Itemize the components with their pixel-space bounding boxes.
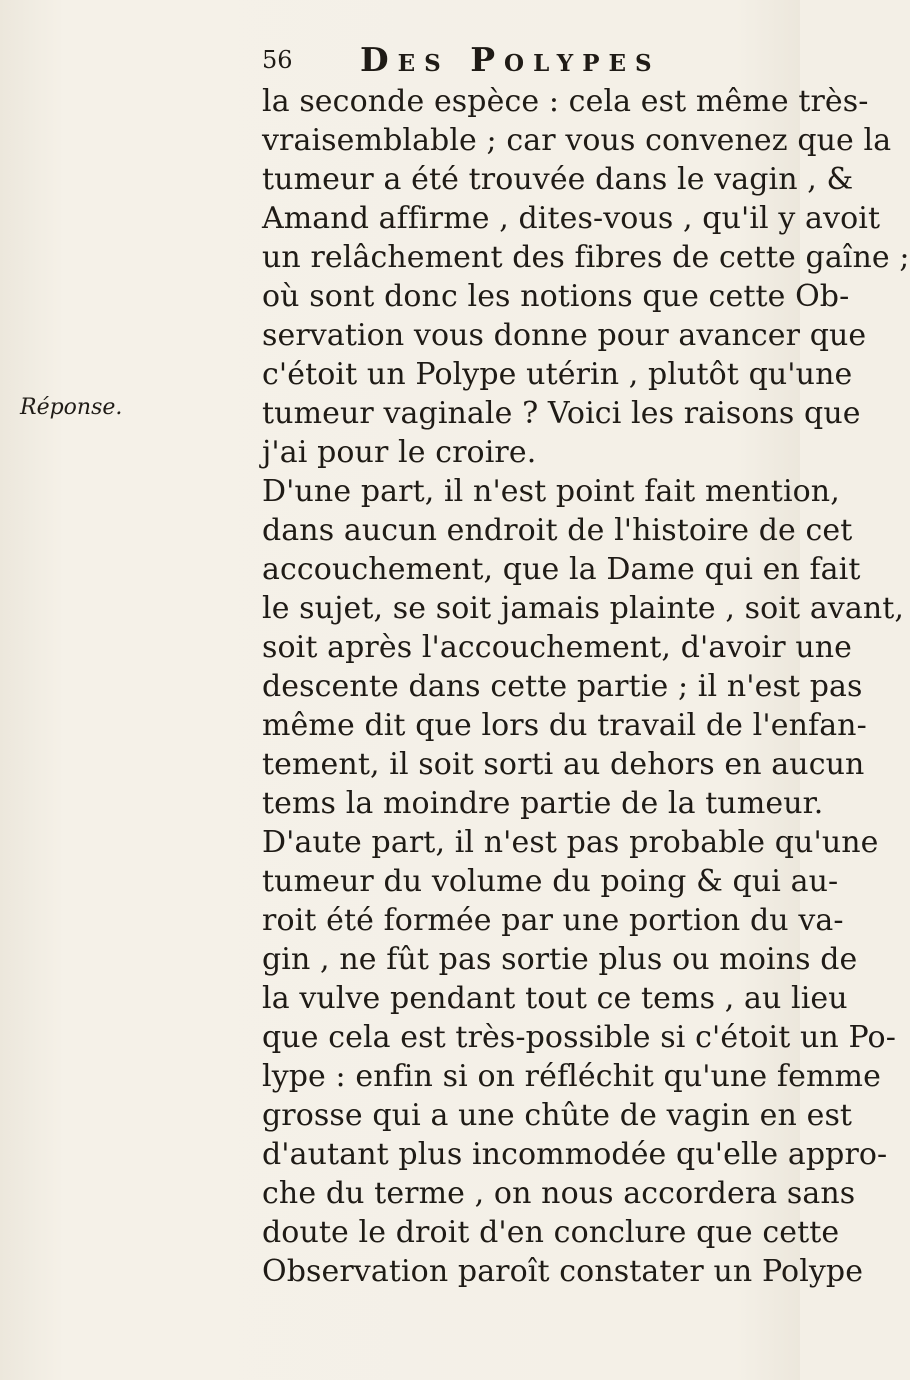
text-line: servation vous donne pour avancer que [262,318,867,353]
text-line: c'étoit un Polype utérin , plutôt qu'une [262,357,853,392]
text-line: gin , ne fût pas sortie plus ou moins de [262,942,858,977]
text-line: où sont donc les notions que cette Ob- [262,279,850,314]
text-line: la vulve pendant tout ce tems , au lieu [262,981,848,1016]
margin-note: Réponse. [20,395,123,420]
page-header [262,40,722,80]
text-line: soit après l'accouchement, d'avoir une [262,630,853,665]
text-line: le sujet, se soit jamais plainte , soit avant, [262,591,905,626]
text-line: lype : enfin si on réfléchit qu'une femme [262,1059,881,1094]
text-line: un relâchement des fibres de cette gaîne ; [262,240,910,275]
text-line: la seconde espèce : cela est même très- [262,84,869,119]
text-line: dans aucun endroit de l'histoire de cet [262,513,853,548]
text-line: Observation paroît constater un Polype [262,1254,864,1289]
text-line: Amand affirme , dites-vous , qu'il y avoit [262,201,881,236]
text-line: j'ai pour le croire. [262,435,537,470]
text-line: que cela est très-possible si c'étoit un Po- [262,1020,896,1055]
running-title: Des Polypes [360,40,661,79]
text-line: tumeur vaginale ? Voici les raisons que [262,396,861,431]
text-line: tumeur a été trouvée dans le vagin , & [262,162,854,197]
text-line: tumeur du volume du poing & qui au- [262,864,839,899]
text-line: doute le droit d'en conclure que cette [262,1215,840,1250]
text-line: descente dans cette partie ; il n'est pas [262,669,863,704]
text-line: même dit que lors du travail de l'enfan- [262,708,867,743]
text-line: D'une part, il n'est point fait mention, [262,474,840,509]
body-text [262,82,910,1291]
page-number: 56 [262,46,293,74]
text-line: d'autant plus incommodée qu'elle appro- [262,1137,888,1172]
text-line: roit été formée par une portion du va- [262,903,844,938]
text-line: che du terme , on nous accordera sans [262,1176,856,1211]
text-line: grosse qui a une chûte de vagin en est [262,1098,853,1133]
text-line: accouchement, que la Dame qui en fait [262,552,861,587]
text-line: tement, il soit sorti au dehors en aucun [262,747,865,782]
text-line: tems la moindre partie de la tumeur. [262,786,824,821]
text-line: D'aute part, il n'est pas probable qu'une [262,825,879,860]
text-line: vraisemblable ; car vous convenez que la [262,123,892,158]
